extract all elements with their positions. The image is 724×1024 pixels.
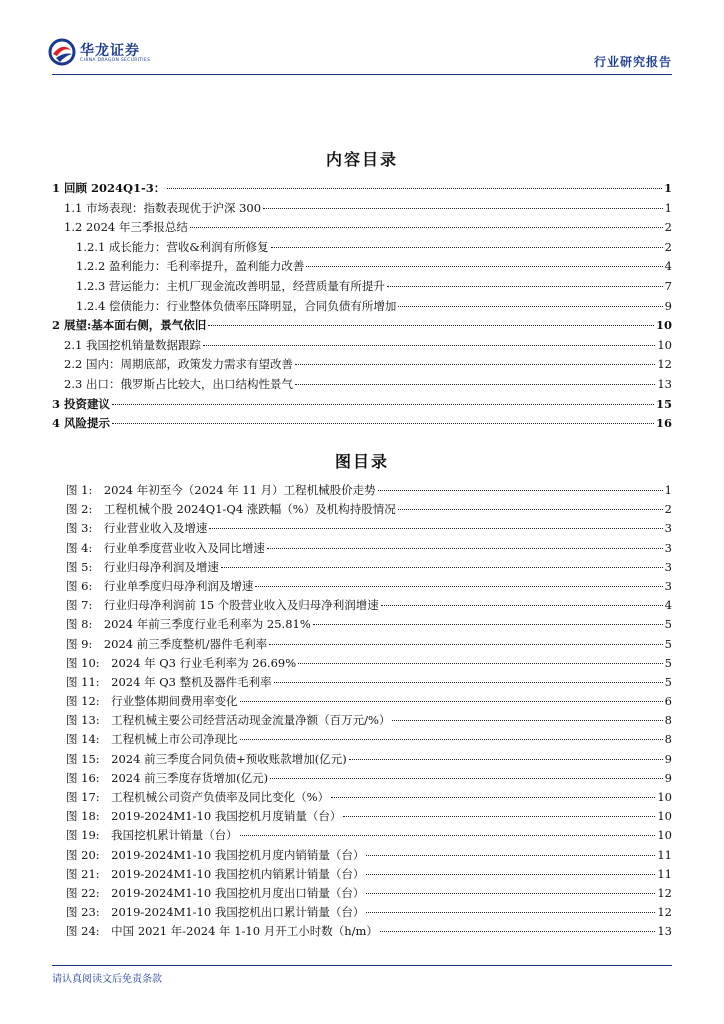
- figure-entry[interactable]: [52, 597, 672, 616]
- figure-entry-page-number: 3: [664, 540, 672, 555]
- toc-entry-page-number: 9: [664, 298, 672, 313]
- figure-entry-page-number: 5: [664, 655, 672, 670]
- toc-entry-page-number: 16: [655, 416, 672, 431]
- header-divider: [52, 74, 672, 75]
- figure-entry-label: 图 18: 2019-2024M1-10 我国挖机月度销量（台）: [66, 809, 342, 824]
- toc-entry-label: 1.2.4 偿债能力：行业整体负债率压降明显，合同负债有所增加: [76, 298, 397, 313]
- figure-entry-label: 图 9: 2024 前三季度整机/器件毛利率: [66, 636, 268, 651]
- figure-entry[interactable]: [52, 751, 672, 770]
- toc-entry-label: 4 风险提示: [52, 416, 111, 431]
- footer-disclaimer: 请认真阅读文后免责条款: [52, 974, 162, 985]
- figure-entry[interactable]: [52, 712, 672, 731]
- toc-entry[interactable]: [52, 356, 672, 376]
- toc-entry[interactable]: [52, 180, 672, 200]
- dot-leader: [240, 739, 663, 740]
- dot-leader: [263, 208, 663, 209]
- figure-entry-page-number: 6: [664, 694, 672, 709]
- figure-entry[interactable]: [52, 616, 672, 635]
- toc-entry[interactable]: [52, 278, 672, 298]
- dot-leader: [387, 286, 663, 287]
- toc-entry-page-number: 7: [664, 278, 672, 293]
- toc-entry-label: 2.1 我国挖机销量数据跟踪: [64, 337, 201, 352]
- dot-leader: [398, 306, 662, 307]
- toc-entry-page-number: 2: [664, 239, 672, 254]
- figure-entry-page-number: 12: [657, 905, 672, 920]
- figure-entry-page-number: 13: [657, 924, 672, 939]
- figure-entry-page-number: 9: [664, 751, 672, 766]
- figure-entry-label: 图 7: 行业归母净利润前 15 个股营业收入及归母净利润增速: [66, 598, 379, 613]
- figure-entry-page-number: 1: [664, 483, 672, 497]
- dot-leader: [381, 605, 663, 606]
- toc-entry[interactable]: [52, 200, 672, 220]
- company-logo: [48, 38, 168, 72]
- toc-entry-label: 2.3 出口：俄罗斯占比较大，出口结构性景气: [64, 376, 293, 391]
- figure-entry-label: 图 21: 2019-2024M1-10 我国挖机内销累计销量（台）: [66, 866, 365, 881]
- figure-entry[interactable]: [52, 559, 672, 578]
- figure-entry[interactable]: [52, 904, 672, 923]
- figure-entry-page-number: 4: [664, 598, 672, 613]
- figure-entry-page-number: 10: [657, 790, 672, 804]
- figure-entry[interactable]: [52, 847, 672, 866]
- figure-entry-label: 图 5: 行业归母净利润及增速: [66, 559, 219, 574]
- toc-entry-page-number: 1: [663, 181, 672, 195]
- figure-entry-label: 图 17: 工程机械公司资产负债率及同比变化（%）: [66, 790, 330, 804]
- figure-entry-label: 图 11: 2024 年 Q3 整机及器件毛利率: [66, 674, 272, 689]
- figure-entry[interactable]: [52, 789, 672, 808]
- toc-entry-label: 1.1 市场表现：指数表现优于沪深 300: [64, 200, 262, 215]
- toc-title: 内容目录: [325, 150, 398, 169]
- toc-entry[interactable]: [52, 298, 672, 318]
- figure-entry-label: 图 12: 行业整体期间费用率变化: [66, 694, 238, 709]
- figure-entry-page-number: 11: [657, 847, 672, 862]
- figure-entry-page-number: 8: [664, 713, 672, 728]
- dragon-logo-icon: [48, 38, 76, 66]
- figure-entry[interactable]: [52, 520, 672, 539]
- dot-leader: [240, 835, 656, 836]
- logo-chinese-name: 华龙证券: [80, 43, 140, 59]
- figure-entry-label: 图 8: 2024 年前三季度行业毛利率为 25.81%: [66, 617, 311, 632]
- dot-leader: [380, 931, 655, 932]
- toc-list: [52, 180, 672, 435]
- toc-entry-label: 2 展望:基本面右侧，景气依旧: [52, 318, 207, 333]
- figure-entry-label: 图 2: 工程机械个股 2024Q1-Q4 涨跌幅（%）及机构持股情况: [66, 502, 396, 517]
- dot-leader: [313, 624, 663, 625]
- figure-entry-page-number: 8: [664, 732, 672, 747]
- figure-entry-label: 图 15: 2024 前三季度合同负债+预收账款增加(亿元): [66, 751, 347, 766]
- toc-entry[interactable]: [52, 396, 672, 416]
- figure-entry-page-number: 12: [657, 885, 672, 900]
- dot-leader: [240, 701, 663, 702]
- dot-leader: [349, 759, 663, 760]
- dot-leader: [366, 912, 655, 913]
- figure-entry[interactable]: [52, 731, 672, 750]
- toc-entry-label: 1.2.3 营运能力：主机厂现金流改善明显，经营质量有所提升: [76, 278, 385, 293]
- figure-entry-label: 图 22: 2019-2024M1-10 我国挖机月度出口销量（台）: [66, 885, 365, 900]
- toc-entry-page-number: 10: [657, 337, 672, 352]
- figure-entry-page-number: 10: [657, 828, 672, 843]
- dot-leader: [209, 528, 662, 529]
- dot-leader: [271, 247, 663, 248]
- figure-entry-label: 图 6: 行业单季度归母净利润及增速: [66, 578, 254, 593]
- logo-english-name: CHINA DRAGON SECURITIES: [80, 58, 151, 63]
- figure-entry-page-number: 5: [664, 674, 672, 689]
- dot-leader: [167, 188, 662, 189]
- figure-entry-page-number: 3: [664, 559, 672, 574]
- dot-leader: [274, 682, 663, 683]
- toc-entry-page-number: 13: [657, 376, 672, 391]
- dot-leader: [331, 797, 655, 798]
- toc-entry-label: 1 回顾 2024Q1-3：: [52, 181, 166, 195]
- toc-entry-page-number: 12: [657, 357, 672, 372]
- figure-entry[interactable]: [52, 578, 672, 597]
- footer-divider: [52, 965, 672, 966]
- figure-entry-page-number: 5: [664, 636, 672, 651]
- toc-entry[interactable]: [52, 337, 672, 357]
- figure-entry-label: 图 13: 工程机械主要公司经营活动现金流量净额（百万元/%）: [66, 713, 391, 728]
- figure-entry-page-number: 5: [664, 617, 672, 632]
- figure-entry[interactable]: [52, 655, 672, 674]
- figure-entry-label: 图 19: 我国挖机累计销量（台）: [66, 828, 238, 843]
- figure-entry-page-number: 3: [664, 521, 672, 536]
- dot-leader: [295, 384, 655, 385]
- dot-leader: [267, 548, 663, 549]
- dot-leader: [208, 325, 654, 326]
- toc-entry-label: 1.2.2 盈利能力：毛利率提升，盈利能力改善: [76, 259, 305, 274]
- dot-leader: [392, 720, 662, 721]
- figure-entry-label: 图 1: 2024 年初至今（2024 年 11 月）工程机械股价走势: [66, 483, 376, 497]
- toc-entry-label: 1.2 2024 年三季报总结: [64, 220, 188, 235]
- dot-leader: [366, 855, 655, 856]
- dot-leader: [269, 644, 663, 645]
- toc-entry[interactable]: [52, 317, 672, 337]
- figure-entry-page-number: 9: [664, 770, 672, 785]
- figure-entry[interactable]: [52, 636, 672, 655]
- dot-leader: [306, 266, 662, 267]
- figure-entry-label: 图 23: 2019-2024M1-10 我国挖机出口累计销量（台）: [66, 905, 365, 920]
- figure-entry[interactable]: [52, 866, 672, 885]
- figure-entry-label: 图 10: 2024 年 Q3 行业毛利率为 26.69%: [66, 655, 297, 670]
- dot-leader: [343, 816, 655, 817]
- toc-entry-page-number: 4: [664, 259, 672, 274]
- dot-leader: [295, 364, 655, 365]
- figure-entry-label: 图 24: 中国 2021 年-2024 年 1-10 月开工小时数（h/m）: [66, 924, 378, 939]
- figure-entry-label: 图 3: 行业营业收入及增速: [66, 521, 208, 536]
- figure-entry[interactable]: [52, 770, 672, 789]
- dot-leader: [378, 490, 663, 491]
- report-type-label: 行业研究报告: [593, 55, 672, 69]
- figure-entry[interactable]: [52, 501, 672, 520]
- page-header: [0, 0, 724, 78]
- dot-leader: [203, 345, 655, 346]
- figure-entry-label: 图 20: 2019-2024M1-10 我国挖机月度内销销量（台）: [66, 847, 365, 862]
- toc-entry-page-number: 10: [655, 318, 672, 333]
- toc-entry-page-number: 15: [655, 396, 672, 411]
- figure-entry[interactable]: [52, 482, 672, 501]
- figure-entry[interactable]: [52, 693, 672, 712]
- figure-entry-page-number: 2: [664, 502, 672, 517]
- toc-entry[interactable]: [52, 239, 672, 259]
- dot-leader: [255, 586, 662, 587]
- figure-entry[interactable]: [52, 540, 672, 559]
- figure-entry[interactable]: [52, 808, 672, 827]
- dot-leader: [190, 227, 663, 228]
- dot-leader: [298, 663, 663, 664]
- toc-entry[interactable]: [52, 219, 672, 239]
- dot-leader: [366, 893, 655, 894]
- figure-entry-page-number: 10: [657, 809, 672, 824]
- toc-entry[interactable]: [52, 258, 672, 278]
- toc-entry-label: 1.2.1 成长能力：营收&利润有所修复: [76, 239, 269, 254]
- figure-entry[interactable]: [52, 885, 672, 904]
- dot-leader: [398, 509, 663, 510]
- toc-entry[interactable]: [52, 376, 672, 396]
- figure-entry[interactable]: [52, 827, 672, 846]
- figure-list: [52, 482, 672, 943]
- dot-leader: [270, 778, 663, 779]
- figure-entry-page-number: 11: [657, 866, 672, 881]
- dot-leader: [221, 567, 663, 568]
- dot-leader: [112, 404, 654, 405]
- figure-entry-label: 图 4: 行业单季度营业收入及同比增速: [66, 540, 265, 555]
- toc-entry[interactable]: [52, 415, 672, 435]
- toc-entry-page-number: 1: [664, 200, 672, 215]
- figure-entry-label: 图 14: 工程机械上市公司净现比: [66, 732, 238, 747]
- figure-list-title: 图目录: [334, 452, 389, 471]
- dot-leader: [112, 423, 654, 424]
- toc-entry-label: 3 投资建议: [52, 396, 111, 411]
- toc-entry-label: 2.2 国内：周期底部，政策发力需求有望改善: [64, 357, 293, 372]
- dot-leader: [366, 874, 655, 875]
- figure-entry[interactable]: [52, 674, 672, 693]
- figure-entry-label: 图 16: 2024 前三季度存货增加(亿元): [66, 770, 269, 785]
- figure-entry-page-number: 3: [664, 578, 672, 593]
- figure-entry[interactable]: [52, 923, 672, 942]
- toc-entry-page-number: 2: [664, 220, 672, 235]
